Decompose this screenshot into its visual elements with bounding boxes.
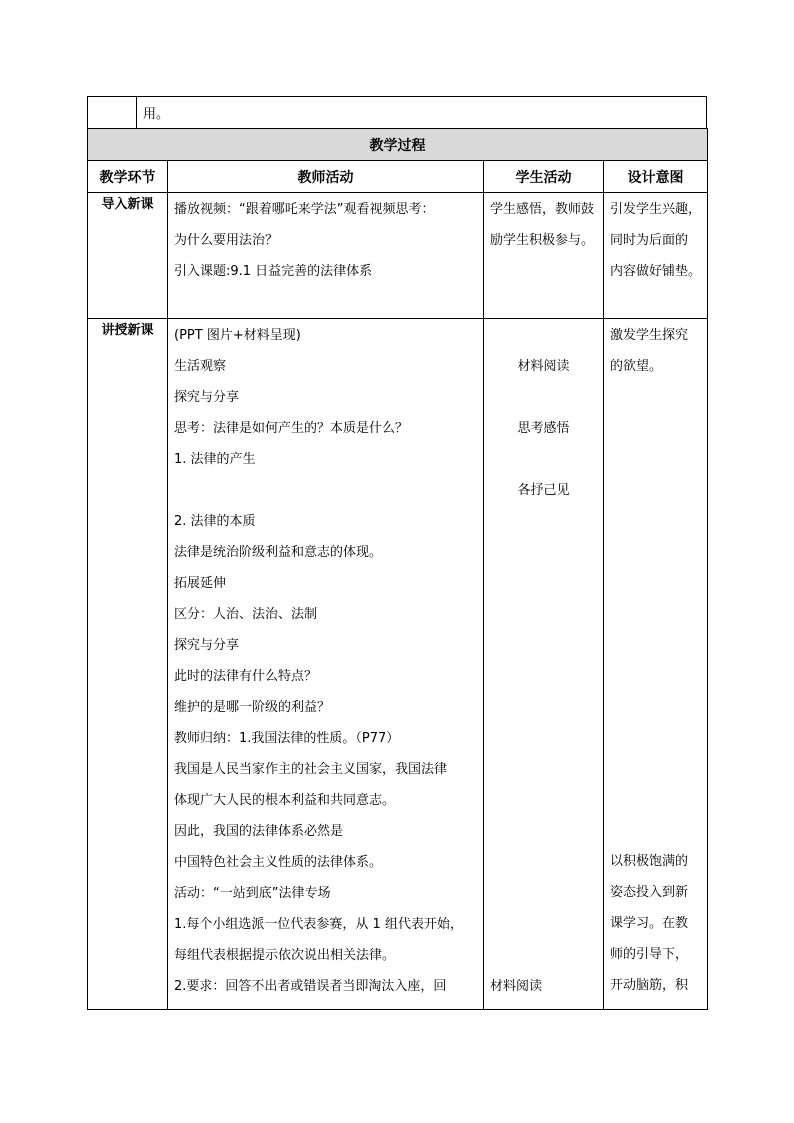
table-title-row: [88, 129, 708, 161]
design-line: 内容做好铺垫。: [610, 264, 702, 279]
student-line: 各抒己见: [517, 483, 570, 498]
teacher-line: 我国是人民当家作主的社会主义国家，我国法律: [174, 762, 448, 777]
teacher-line: 2.要求：回答不出者或错误者当即淘汰入座，回: [174, 979, 447, 994]
teaching-process-table: [87, 128, 708, 1010]
teacher-line: 探究与分享: [174, 390, 240, 405]
top-fragment-row: [88, 97, 707, 129]
teacher-line: 思考：法律是如何产生的？本质是什么？: [174, 421, 409, 436]
design-line: 激发学生探究: [610, 328, 689, 343]
teacher-line: 因此，我国的法律体系必然是: [174, 824, 344, 839]
teacher-line: 2. 法律的本质: [174, 514, 256, 529]
design-line: 的欲望。: [610, 359, 663, 374]
teacher-activity-cell: [168, 319, 484, 1010]
teacher-line: 此时的法律有什么特点？: [174, 669, 318, 684]
design-intent-cell: [604, 319, 708, 1010]
design-line: 师的引导下，: [610, 947, 689, 962]
teacher-line: 为什么要用法治？: [174, 233, 279, 248]
teacher-line: 生活观察: [174, 359, 227, 374]
design-line: 以积极饱满的: [610, 854, 689, 869]
table-row: [88, 319, 708, 1010]
teacher-line: 每组代表根据提示依次说出相关法律。: [174, 948, 396, 963]
teacher-line: 引入课题:9.1 日益完善的法律体系: [174, 264, 373, 279]
teacher-line: 播放视频：“跟着哪吒来学法”观看视频思考：: [174, 202, 435, 217]
design-line: 姿态投入到新: [610, 885, 689, 900]
teacher-line: 活动：“一站到底”法律专场: [174, 886, 331, 901]
teacher-line: [174, 482, 483, 513]
header-stage: 教学环节: [88, 161, 168, 193]
teacher-activity-cell: [168, 193, 484, 319]
teacher-line: 体现广大人民的根本利益和共同意志。: [174, 793, 396, 808]
table-title: 教学过程: [88, 129, 708, 161]
teacher-line: 区分：人治、法治、法制: [174, 607, 318, 622]
design-line: 课学习。在教: [610, 916, 689, 931]
stage-cell: 导入新课: [88, 193, 168, 319]
design-line: 同时为后面的: [610, 233, 689, 248]
header-teacher: 教师活动: [168, 161, 484, 193]
top-fragment-text: 用。: [137, 97, 707, 129]
student-activity-cell: [484, 319, 604, 1010]
design-block-a: [610, 327, 705, 389]
student-line: 材料阅读: [490, 979, 543, 994]
header-design: 设计意图: [604, 161, 708, 193]
student-line: 思考感悟: [517, 421, 570, 436]
student-activity-cell: [484, 193, 604, 319]
student-line: 励学生积极参与。: [490, 233, 595, 248]
teacher-line: (PPT 图片+材料呈现): [174, 328, 301, 343]
teacher-line: 法律是统治阶级利益和意志的体现。: [174, 545, 383, 560]
design-intent-cell: [604, 193, 708, 319]
table-row: [88, 193, 708, 319]
design-line: 引发学生兴趣，: [610, 202, 702, 217]
teacher-line: 1.每个小组选派一位代表参赛，从 1 组代表开始，: [174, 917, 463, 932]
top-fragment-empty-cell: [88, 97, 137, 129]
design-block-b: [610, 853, 705, 1008]
teacher-line: 维护的是哪一阶级的利益？: [174, 700, 331, 715]
table-header-row: [88, 161, 708, 193]
top-fragment-table: [87, 96, 707, 129]
header-student: 学生活动: [484, 161, 604, 193]
student-line: 材料阅读: [517, 359, 570, 374]
teacher-line: 1. 法律的产生: [174, 452, 256, 467]
stage-cell: 讲授新课: [88, 319, 168, 1010]
teacher-line: 拓展延伸: [174, 576, 227, 591]
design-line: 开动脑筋，积: [610, 978, 689, 993]
student-line: 学生感悟，教师鼓: [490, 202, 595, 217]
teacher-line: 探究与分享: [174, 638, 240, 653]
teacher-line: 中国特色社会主义性质的法律体系。: [174, 855, 383, 870]
teacher-line: 教师归纳：1.我国法律的性质。（P77）: [174, 731, 400, 746]
